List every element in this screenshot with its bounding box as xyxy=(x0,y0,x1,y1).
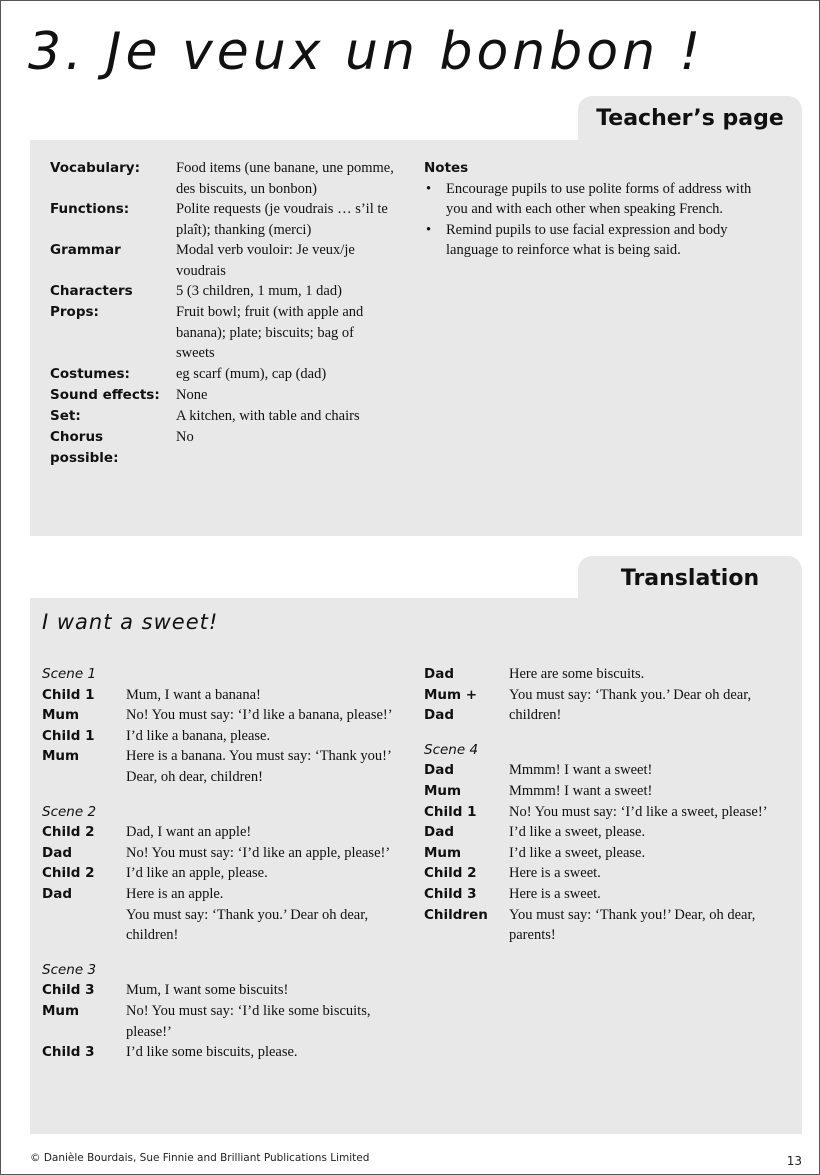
speaker-name: Dad xyxy=(42,885,72,902)
script-line xyxy=(42,685,402,706)
speech-text: Here is a sweet. xyxy=(509,885,601,902)
info-value: No xyxy=(176,429,194,445)
speaker-name: Mum xyxy=(424,782,462,799)
notes-item: • Remind pupils to use facial expression and body language to reinforce what is being said. xyxy=(424,220,774,261)
speech-text: Dad, I want an apple! xyxy=(126,824,252,841)
script-line xyxy=(42,843,402,864)
speech-text: Here are some biscuits. xyxy=(509,666,645,682)
script-line xyxy=(42,746,402,787)
speaker-name: Child 1 xyxy=(42,727,95,744)
speech-text: Here is an apple. xyxy=(126,885,224,902)
info-label: Set: xyxy=(50,408,81,424)
info-label: Characters xyxy=(50,283,133,299)
notes-section xyxy=(424,158,774,261)
speech-text: I’d like a banana, please. xyxy=(126,727,271,744)
scene-heading: Scene 3 xyxy=(42,961,97,978)
script-line xyxy=(424,822,794,843)
info-label: Vocabulary: xyxy=(50,160,140,176)
translation-tab: Translation xyxy=(578,556,802,600)
info-value: A kitchen, with table and chairs xyxy=(176,408,360,424)
info-value: Polite requests (je voudrais … s’il te plaît); thanking (merci) xyxy=(176,201,388,238)
speech-text: Mum, I want some biscuits! xyxy=(126,982,289,999)
speech-text: Here is a sweet. xyxy=(509,865,601,882)
speaker-name: Mum xyxy=(424,844,462,861)
teacher-page-tab: Teacher’s page xyxy=(578,96,802,140)
speech-text: I’d like an apple, please. xyxy=(126,865,268,882)
scene-heading: Scene 4 xyxy=(424,741,479,758)
info-label: Grammar xyxy=(50,242,121,258)
speaker-name: Dad xyxy=(424,824,454,841)
info-label: Chorus possible: xyxy=(50,429,119,466)
script-line xyxy=(42,822,402,843)
script-line xyxy=(424,664,794,685)
script-line xyxy=(424,884,794,905)
speaker-name: Mum xyxy=(42,707,80,724)
script-line xyxy=(42,884,402,905)
scene-heading: Scene 1 xyxy=(42,666,97,682)
script-line xyxy=(424,760,794,781)
speech-text: Mum, I want a banana! xyxy=(126,686,261,703)
speaker-name: Dad xyxy=(424,666,454,682)
scene-heading: Scene 2 xyxy=(42,803,97,820)
script-line xyxy=(42,980,402,1001)
speaker-name: Child 3 xyxy=(424,885,477,902)
speaker-name: Child 2 xyxy=(424,865,477,882)
scene-gap xyxy=(42,788,402,802)
speaker-name: Child 2 xyxy=(42,824,95,841)
speaker-name: Mum xyxy=(42,1002,80,1019)
speaker-name: Dad xyxy=(42,844,72,861)
copyright-footer: © Danièle Bourdais, Sue Finnie and Brilliant Publications Limited xyxy=(30,1152,370,1164)
speaker-name: Child 2 xyxy=(42,865,95,882)
speech-text: You must say: ‘Thank you.’ Dear oh dear, children! xyxy=(509,686,752,724)
info-value: None xyxy=(176,387,208,403)
speech-text: No! You must say: ‘I’d like some biscuits, please!’ xyxy=(126,1002,371,1040)
script-line xyxy=(42,726,402,747)
script-line xyxy=(42,705,402,726)
info-value: Food items (une banane, une pomme, des biscuits, un bonbon) xyxy=(176,160,394,197)
speaker-name: Children xyxy=(424,906,488,923)
speech-text: I’d like some biscuits, please. xyxy=(126,1044,298,1061)
notes-item: • Encourage pupils to use polite forms of address with you and with each other when speaking French. xyxy=(424,179,774,220)
page-title: 3. Je veux un bonbon ! xyxy=(28,22,705,82)
info-label: Functions: xyxy=(50,201,130,217)
page-number: 13 xyxy=(786,1154,802,1168)
speech-text: No! You must say: ‘I’d like a sweet, please!’ xyxy=(509,803,768,820)
speaker-name: Dad xyxy=(424,762,454,779)
info-value: Modal verb vouloir: Je veux/je voudrais xyxy=(176,242,355,279)
speech-text: I’d like a sweet, please. xyxy=(509,824,646,841)
notes-title: Notes xyxy=(424,160,469,176)
speaker-name xyxy=(42,905,126,946)
speaker-name: Child 3 xyxy=(42,1044,95,1061)
script-line xyxy=(424,685,794,726)
speaker-name: Child 1 xyxy=(42,686,95,703)
script-line xyxy=(424,781,794,802)
scene-gap xyxy=(424,726,794,740)
script-column-left xyxy=(42,664,402,1063)
speech-text: Mmmm! I want a sweet! xyxy=(509,762,653,779)
script-line xyxy=(424,905,794,946)
script-line xyxy=(424,843,794,864)
script-line xyxy=(42,1042,402,1063)
play-title: I want a sweet! xyxy=(42,610,219,634)
script-line xyxy=(42,905,402,946)
script-line xyxy=(424,802,794,823)
speech-text: No! You must say: ‘I’d like a banana, please!’ xyxy=(126,707,393,724)
speech-text: Mmmm! I want a sweet! xyxy=(509,782,653,799)
speaker-name: Mum xyxy=(42,748,80,765)
speech-text: Here is a banana. You must say: ‘Thank you!’ Dear, oh dear, children! xyxy=(126,748,391,785)
info-label: Costumes: xyxy=(50,366,130,382)
notes-list xyxy=(424,179,774,261)
script-line xyxy=(42,863,402,884)
info-label: Props: xyxy=(50,304,99,320)
info-value: 5 (3 children, 1 mum, 1 dad) xyxy=(176,283,342,299)
speech-text: No! You must say: ‘I’d like an apple, please!’ xyxy=(126,844,391,861)
info-value: Fruit bowl; fruit (with apple and banana); plate; biscuits; bag of sweets xyxy=(176,304,364,362)
script-line xyxy=(42,1001,402,1042)
speaker-name: Child 1 xyxy=(424,803,477,820)
script-line xyxy=(424,863,794,884)
speech-text: I’d like a sweet, please. xyxy=(509,844,646,861)
scene-gap xyxy=(42,946,402,960)
speaker-name: Child 3 xyxy=(42,982,95,999)
speaker-name: Mum + Dad xyxy=(424,686,478,724)
info-value: eg scarf (mum), cap (dad) xyxy=(176,366,327,382)
info-label: Sound effects: xyxy=(50,387,160,403)
script-column-right xyxy=(424,664,794,946)
speech-text: You must say: ‘Thank you.’ Dear oh dear, children! xyxy=(126,906,369,944)
speech-text: You must say: ‘Thank you!’ Dear, oh dear, parents! xyxy=(509,906,756,944)
